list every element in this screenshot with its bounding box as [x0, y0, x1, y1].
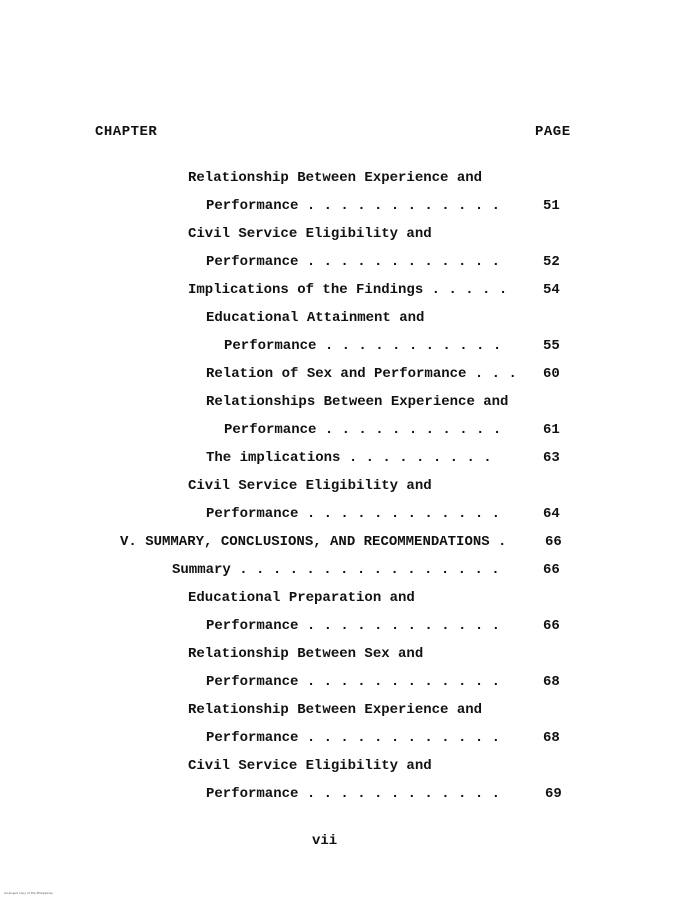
page-number: vii: [312, 833, 338, 849]
toc-entry: Performance . . . . . . . . . . . .: [206, 254, 501, 270]
chapter-header: CHAPTER: [95, 124, 158, 140]
toc-entry: Relation of Sex and Performance . . .: [206, 366, 517, 382]
toc-page-number: 55: [543, 338, 560, 354]
toc-page-number: 63: [543, 450, 560, 466]
toc-entry: Relationship Between Sex and: [188, 646, 424, 662]
toc-page-number: 61: [543, 422, 560, 438]
toc-chapter-entry: V. SUMMARY, CONCLUSIONS, AND RECOMMENDATIONS .: [120, 534, 507, 550]
toc-entry: Performance . . . . . . . . . . . .: [206, 198, 501, 214]
toc-entry: Performance . . . . . . . . . . . .: [206, 730, 501, 746]
toc-page-number: 51: [543, 198, 560, 214]
toc-page-number: 68: [543, 730, 560, 746]
toc-entry: Performance . . . . . . . . . . . .: [206, 618, 501, 634]
toc-page-number: 54: [543, 282, 560, 298]
toc-page-number: 69: [545, 786, 562, 802]
toc-entry: Summary . . . . . . . . . . . . . . . .: [172, 562, 500, 578]
toc-page-number: 64: [543, 506, 560, 522]
toc-entry: Civil Service Eligibility and: [188, 226, 432, 242]
toc-entry: Educational Attainment and: [206, 310, 425, 326]
toc-entry: Implications of the Findings . . . . .: [188, 282, 508, 298]
toc-page-number: 66: [543, 562, 560, 578]
toc-entry: Educational Preparation and: [188, 590, 415, 606]
toc-page-number: 68: [543, 674, 560, 690]
toc-entry: Performance . . . . . . . . . . .: [224, 422, 502, 438]
toc-entry: Relationship Between Experience and: [188, 170, 483, 186]
toc-entry: Performance . . . . . . . . . . . .: [206, 674, 501, 690]
toc-entry: Performance . . . . . . . . . . . .: [206, 506, 501, 522]
toc-page-number: 60: [543, 366, 560, 382]
toc-entry: The implications . . . . . . . . .: [206, 450, 492, 466]
toc-entry: Civil Service Eligibility and: [188, 758, 432, 774]
toc-page-number: 66: [543, 618, 560, 634]
page-header: PAGE: [535, 124, 571, 140]
toc-page-number: 66: [545, 534, 562, 550]
toc-entry: Performance . . . . . . . . . . .: [224, 338, 502, 354]
toc-entry: Performance . . . . . . . . . . . .: [206, 786, 501, 802]
toc-page-number: 52: [543, 254, 560, 270]
footer-note: Arranged copy of the Philippines: [4, 891, 53, 895]
toc-entry: Relationship Between Experience and: [188, 702, 483, 718]
toc-entry: Relationships Between Experience and: [206, 394, 509, 410]
toc-entry: Civil Service Eligibility and: [188, 478, 432, 494]
